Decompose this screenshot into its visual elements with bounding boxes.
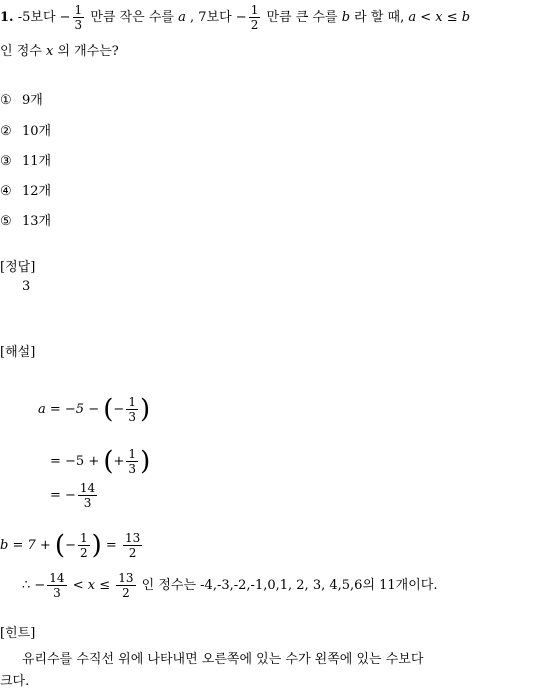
- paren-close: ): [140, 446, 151, 477]
- eq1-sign: −: [113, 402, 125, 417]
- solution-eq-1: [38, 396, 150, 423]
- eq1-lhs: a = −5 −: [38, 402, 100, 417]
- problem-line2-suffix: 의 개수는?: [57, 44, 119, 59]
- eq4-lhs: b = 7 +: [0, 538, 51, 553]
- problem-var-a: a: [178, 10, 186, 25]
- choice-text: 10개: [22, 124, 52, 139]
- problem-frac1: [73, 4, 85, 31]
- concl-text: 인 정수는 -4,-3,-2,-1,0,1, 2, 3, 4,5,6의 11개이다.: [141, 578, 438, 593]
- paren-close: ): [91, 530, 102, 561]
- problem-line2-prefix: 인 정수: [0, 44, 42, 59]
- choice-marker: ②: [0, 124, 12, 139]
- problem-frac2: [249, 4, 261, 31]
- concl-therefore: ∴ −: [22, 578, 46, 593]
- eq2-frac: [126, 448, 138, 475]
- eq2-sign: +: [113, 454, 125, 469]
- problem-text-2: 만큼 작은 수를: [90, 10, 174, 25]
- concl-lnum: 14: [49, 571, 65, 585]
- eq4-result-frac: [123, 532, 142, 559]
- choice-text: 9개: [22, 93, 43, 108]
- problem-text-1: -5보다: [17, 10, 56, 25]
- paren-close: ): [139, 394, 151, 425]
- solution-eq-2: [50, 448, 150, 475]
- eq4-eq: =: [105, 538, 117, 553]
- choice-5: [0, 210, 51, 229]
- answer-label: [정답]: [0, 260, 36, 275]
- solution-conclusion: [22, 572, 437, 599]
- problem-line-2: [0, 40, 119, 59]
- problem-line-1: [0, 4, 470, 31]
- eq2-den: 3: [128, 462, 137, 476]
- choice-text: 12개: [22, 184, 52, 199]
- paren-open: (: [103, 446, 114, 477]
- solution-label: [해설]: [0, 345, 36, 360]
- choice-text: 11개: [22, 154, 52, 169]
- eq4-rnum: 13: [124, 531, 141, 545]
- problem-frac2-den: 2: [250, 18, 259, 32]
- choice-marker: ④: [0, 184, 12, 199]
- concl-left-frac: [47, 572, 66, 599]
- problem-text-4: 만큼 큰 수를: [266, 10, 338, 25]
- eq3-den: 3: [83, 496, 92, 510]
- eq2-num: 1: [128, 447, 137, 461]
- choice-text: 13개: [22, 214, 52, 229]
- paren-open: (: [54, 530, 66, 561]
- concl-rden: 2: [122, 586, 130, 600]
- concl-rnum: 13: [118, 571, 134, 585]
- problem-frac1-den: 3: [74, 18, 83, 32]
- eq3-lhs: = −: [50, 488, 76, 503]
- paren-open: (: [103, 394, 114, 425]
- problem-condition: a < x ≤ b: [408, 10, 471, 25]
- concl-mid: < x ≤: [72, 578, 111, 593]
- problem-frac1-sign: −: [59, 10, 71, 25]
- choice-marker: ⑤: [0, 214, 12, 229]
- choice-marker: ③: [0, 154, 12, 169]
- eq1-den: 3: [128, 410, 136, 424]
- choice-marker: ①: [0, 93, 12, 108]
- problem-frac1-num: 1: [74, 3, 83, 17]
- problem-text-5: 라 할 때,: [354, 10, 405, 25]
- concl-right-frac: [116, 572, 135, 599]
- problem-frac2-sign: −: [235, 10, 247, 25]
- problem-text-3: , 7보다: [190, 10, 232, 25]
- hint-label: [힌트]: [0, 626, 36, 641]
- problem-frac2-num: 1: [250, 3, 259, 17]
- problem-var-b: b: [341, 10, 351, 25]
- eq1-frac: [126, 396, 138, 423]
- choice-1: [0, 89, 43, 108]
- eq3-frac: [78, 482, 97, 509]
- eq4-num: 1: [79, 531, 88, 545]
- solution-eq-3: [50, 482, 99, 509]
- problem-number: 1.: [0, 10, 14, 25]
- solution-eq-4: [0, 532, 144, 559]
- eq4-sign: −: [65, 538, 76, 553]
- eq2-lhs: = −5 +: [50, 454, 100, 469]
- answer-value: 3: [22, 279, 31, 294]
- choice-3: [0, 150, 51, 169]
- eq4-rden: 2: [128, 546, 137, 560]
- eq4-den: 2: [79, 546, 88, 560]
- hint-line-2: 크다.: [0, 674, 30, 689]
- choice-4: [0, 180, 51, 199]
- problem-var-x: x: [45, 44, 54, 59]
- eq4-frac: [78, 532, 90, 559]
- choice-2: [0, 120, 51, 139]
- hint-line-1: 유리수를 수직선 위에 나타내면 오른쪽에 있는 수가 왼쪽에 있는 수보다: [22, 652, 424, 667]
- eq3-num: 14: [79, 481, 96, 495]
- concl-lden: 3: [53, 586, 61, 600]
- eq1-num: 1: [128, 395, 136, 409]
